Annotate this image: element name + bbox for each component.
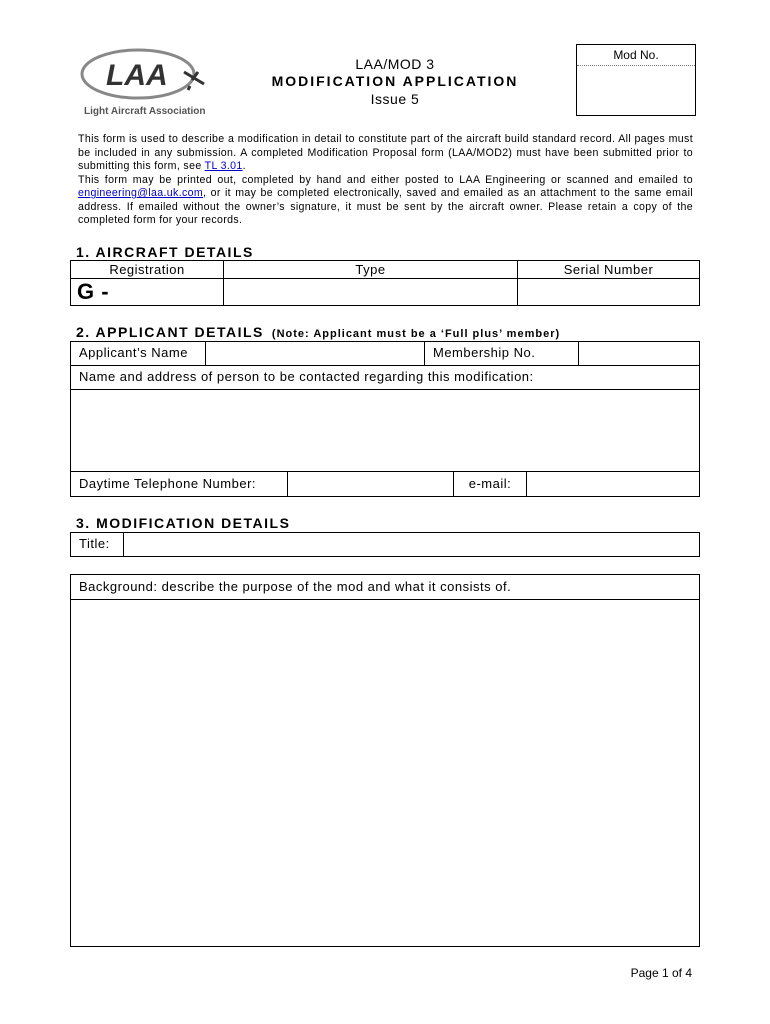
email-field[interactable] (526, 471, 700, 497)
mod-no-label: Mod No. (577, 45, 695, 66)
section1-title: 1. AIRCRAFT DETAILS (76, 244, 254, 260)
form-issue: Issue 5 (370, 91, 420, 107)
background-field[interactable] (70, 599, 700, 947)
background-label: Background: describe the purpose of the mod and what it consists of. (70, 574, 700, 600)
serial-field[interactable] (517, 278, 700, 306)
form-title: MODIFICATION APPLICATION (271, 73, 519, 89)
logo-subtitle: Light Aircraft Association (84, 106, 206, 117)
membership-label: Membership No. (424, 341, 579, 366)
form-code: LAA/MOD 3 (355, 56, 435, 72)
section3-title: 3. MODIFICATION DETAILS (76, 515, 291, 531)
phone-label: Daytime Telephone Number: (70, 471, 288, 497)
email-label: e-mail: (453, 471, 527, 497)
contact-label: Name and address of person to be contacted regarding this modification: (70, 365, 700, 390)
applicant-name-label: Applicant’s Name (70, 341, 206, 366)
mod-no-box (576, 44, 696, 116)
serial-header: Serial Number (517, 260, 700, 279)
section2-title: 2. APPLICANT DETAILS (Note: Applicant must be a ‘Full plus’ member) (76, 324, 561, 340)
section2-note: (Note: Applicant must be a ‘Full plus’ member) (271, 328, 561, 340)
type-field[interactable] (223, 278, 518, 306)
page-number: Page 1 of 4 (630, 966, 692, 980)
mod-no-field[interactable] (577, 66, 695, 115)
applicant-name-field[interactable] (205, 341, 425, 366)
registration-header: Registration (70, 260, 224, 279)
laa-logo-graphic (80, 46, 210, 118)
svg-text:LAA: LAA (106, 59, 168, 92)
tl-link[interactable]: TL 3.01 (204, 160, 243, 172)
intro-text: This form is used to describe a modification in detail to constitute part of the aircraft build standard record. All pages must be included in any submission. A completed Modification Proposal form (LAA/MOD2) must have been submitted prior to submitting this form, see TL 3.01. This form may be printed out, completed by hand and either posted to LAA Engineering or scanned and emailed to engineering@laa.uk.com, or it may be completed electronically, saved and emailed as an attachment to the same email address. If emailed without the owner’s signature, it must be sent by the aircraft owner. Please retain a copy of the completed form for your records. (78, 133, 693, 226)
type-header: Type (223, 260, 518, 279)
email-link[interactable]: engineering@laa.uk.com (78, 187, 204, 199)
laa-logo (80, 46, 210, 118)
mod-title-field[interactable] (123, 532, 700, 557)
contact-field[interactable] (70, 389, 700, 472)
membership-field[interactable] (578, 341, 700, 366)
registration-field[interactable]: G - (70, 278, 224, 306)
mod-title-label: Title: (70, 532, 124, 557)
phone-field[interactable] (287, 471, 454, 497)
